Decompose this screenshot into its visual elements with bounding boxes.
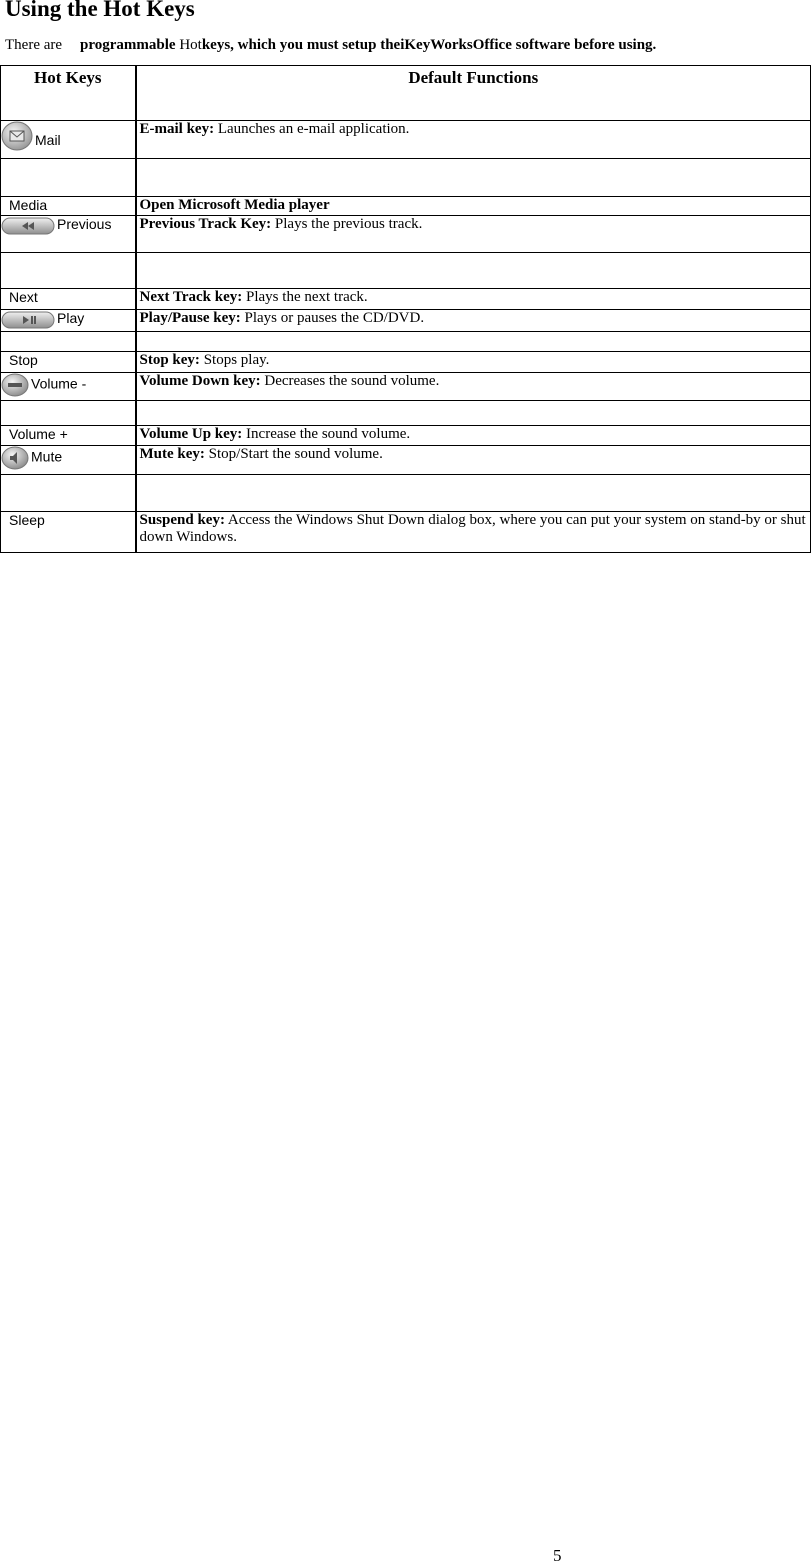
table-row — [1, 216, 811, 253]
function-cell — [136, 426, 811, 446]
table-row — [1, 512, 811, 553]
key-label: Media — [9, 197, 48, 213]
function-desc: Stop/Start the sound volume. — [208, 446, 383, 462]
key-label: Next — [9, 289, 38, 305]
table-row-spacer — [1, 332, 811, 352]
intro-text-1: There are — [5, 37, 63, 53]
key-cell-mute — [1, 446, 136, 475]
key-cell-volume-up — [1, 426, 136, 446]
play-pause-icon — [1, 311, 55, 329]
key-label: Sleep — [9, 512, 45, 528]
function-cell — [136, 197, 811, 216]
function-desc: Stops play. — [203, 352, 270, 368]
key-label: Play — [57, 310, 85, 326]
function-label: Volume Up key: — [139, 426, 243, 442]
function-label: Volume Down key: — [139, 373, 261, 389]
function-cell — [136, 446, 811, 475]
table-row — [1, 426, 811, 446]
function-label: Next Track key: — [139, 289, 243, 305]
function-cell — [136, 289, 811, 310]
function-label: Stop key: — [139, 352, 200, 368]
key-label: Stop — [9, 352, 38, 368]
key-cell-next — [1, 289, 136, 310]
function-desc: Increase the sound volume. — [246, 426, 411, 442]
key-label: Previous — [57, 216, 112, 232]
key-cell-media — [1, 197, 136, 216]
header-hot-keys: Hot Keys — [1, 66, 136, 121]
table-row-spacer — [1, 253, 811, 289]
table-row — [1, 310, 811, 332]
intro-paragraph — [5, 37, 656, 54]
key-cell-stop — [1, 352, 136, 373]
function-desc: Plays the previous track. — [274, 216, 423, 232]
function-desc: Plays or pauses the CD/DVD. — [244, 310, 425, 326]
function-cell — [136, 512, 811, 553]
hot-keys-table — [0, 65, 811, 553]
table-header-row — [1, 66, 811, 121]
key-label: Volume + — [9, 426, 68, 442]
table-row — [1, 373, 811, 401]
table-row — [1, 197, 811, 216]
key-label: Mute — [31, 448, 63, 465]
function-label: Mute key: — [139, 446, 205, 462]
table-row — [1, 289, 811, 310]
intro-text-3: Hot — [179, 37, 202, 53]
table-row-spacer — [1, 475, 811, 512]
function-desc: Decreases the sound volume. — [264, 373, 440, 389]
function-cell — [136, 373, 811, 401]
mail-icon — [1, 121, 33, 151]
mute-icon — [1, 446, 29, 470]
key-label: Volume - — [31, 375, 87, 392]
function-label: Previous Track Key: — [139, 216, 272, 232]
key-cell-previous — [1, 216, 136, 253]
function-desc: Launches an e-mail application. — [217, 121, 410, 137]
function-label: Play/Pause key: — [139, 310, 241, 326]
table-row — [1, 121, 811, 159]
volume-down-icon — [1, 373, 29, 397]
function-cell — [136, 121, 811, 159]
key-cell-volume-down — [1, 373, 136, 401]
function-desc: Access the Windows Shut Down dialog box, where you can put your system on stand-by or shut down Windows. — [139, 512, 806, 545]
key-cell-play — [1, 310, 136, 332]
function-cell — [136, 216, 811, 253]
previous-track-icon — [1, 217, 55, 235]
function-cell — [136, 352, 811, 373]
table-row-spacer — [1, 159, 811, 197]
function-desc: Plays the next track. — [246, 289, 368, 305]
page-title: Using the Hot Keys — [5, 0, 195, 21]
intro-text-4: keys, which you must setup the — [201, 37, 401, 53]
key-cell-sleep — [1, 512, 136, 553]
table-row — [1, 352, 811, 373]
function-label: Open Microsoft Media player — [139, 197, 330, 213]
function-label: E-mail key: — [139, 121, 215, 137]
intro-text-2: programmable — [80, 37, 176, 53]
intro-text-5: iKeyWorksOffice software before using. — [400, 37, 657, 53]
header-default-functions: Default Functions — [136, 66, 811, 121]
key-cell-mail — [1, 121, 136, 159]
table-row — [1, 446, 811, 475]
page-number: 5 — [553, 1546, 562, 1565]
key-label: Mail — [35, 132, 61, 149]
function-cell — [136, 310, 811, 332]
table-row-spacer — [1, 401, 811, 426]
function-label: Suspend key: — [139, 512, 225, 528]
